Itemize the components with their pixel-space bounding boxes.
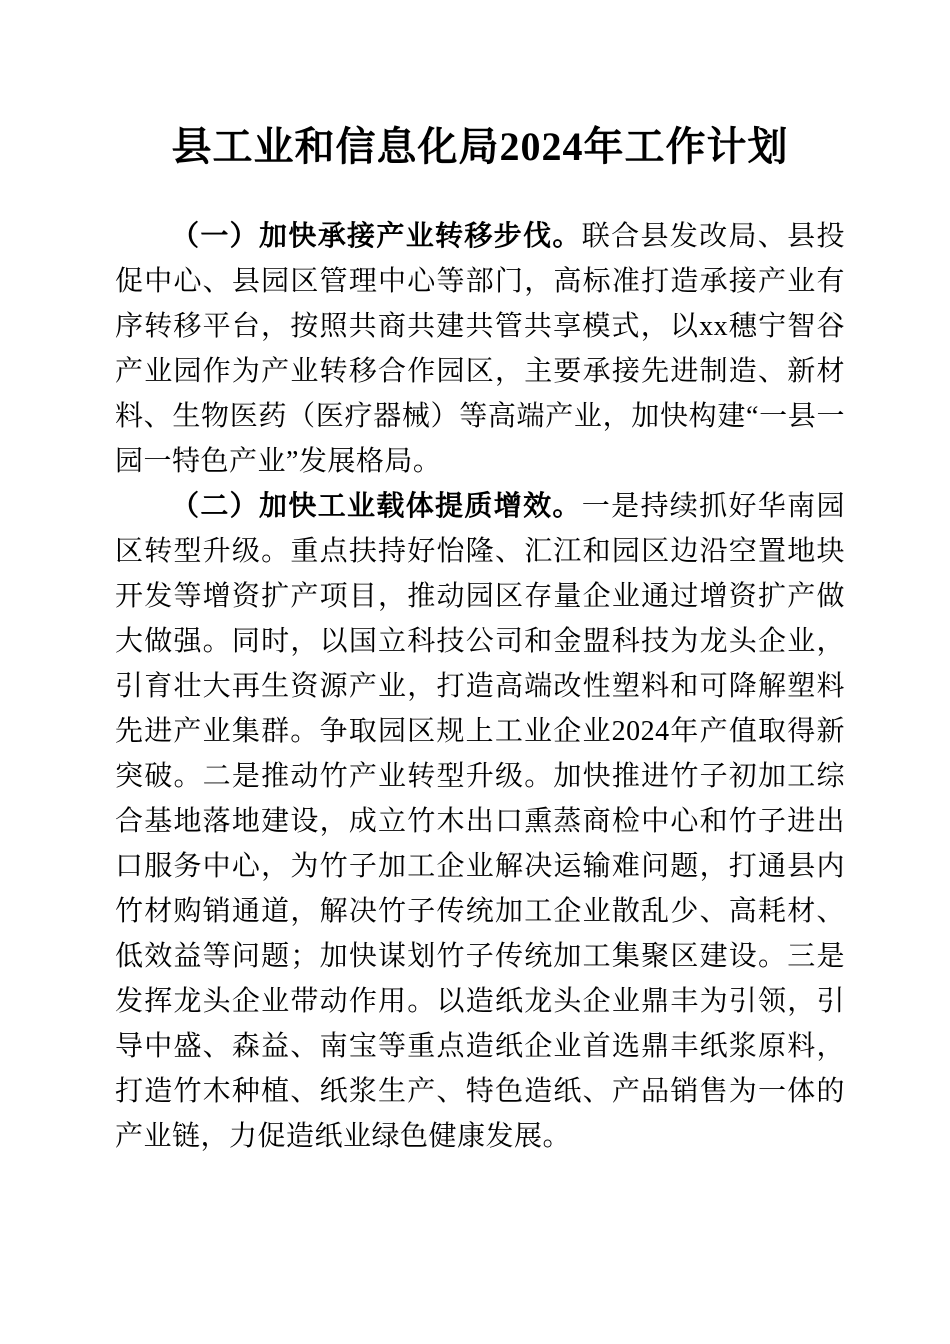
document-body bbox=[115, 214, 845, 1159]
document-title: 县工业和信息化局2024年工作计划 bbox=[171, 124, 789, 169]
paragraph-2-lead: （二）加快工业载体提质增效。 bbox=[171, 491, 582, 522]
paragraph-2-text: 一是持续抓好华南园区转型升级。重点扶持好怡隆、汇江和园区边沿空置地块开发等增资扩产项目，推动园区存量企业通过增资扩产做大做强。同时，以国立科技公司和金盟科技为龙头企业，引育壮大再生资源产业，打造高端改性塑料和可降解塑料先进产业集群。争取园区规上工业企业2024年产值取得新突破。二是推动竹产业转型升级。加快推进竹子初加工综合基地落地建设，成立竹木出口熏蒸商检中心和竹子进出口服务中心，为竹子加工企业解决运输难问题，打通县内竹材购销通道，解决竹子传统加工企业散乱少、高耗材、低效益等问题；加快谋划竹子传统加工集聚区建设。三是发挥龙头企业带动作用。以造纸龙头企业鼎丰为引领，引导中盛、森益、南宝等重点造纸企业首选鼎丰纸浆原料，打造竹木种植、纸浆生产、特色造纸、产品销售为一体的产业链，力促造纸业绿色健康发展。 bbox=[115, 491, 845, 1152]
paragraph-1-lead: （一）加快承接产业转移步伐。 bbox=[171, 221, 582, 252]
paragraph-2 bbox=[115, 484, 845, 1159]
paragraph-1 bbox=[115, 214, 845, 484]
paragraph-1-text: 联合县发改局、县投促中心、县园区管理中心等部门，高标准打造承接产业有序转移平台，按照共商共建共管共享模式，以xx穗宁智谷产业园作为产业转移合作园区，主要承接先进制造、新材料、生物医药（医疗器械）等高端产业，加快构建“一县一园一特色产业”发展格局。 bbox=[115, 221, 845, 477]
